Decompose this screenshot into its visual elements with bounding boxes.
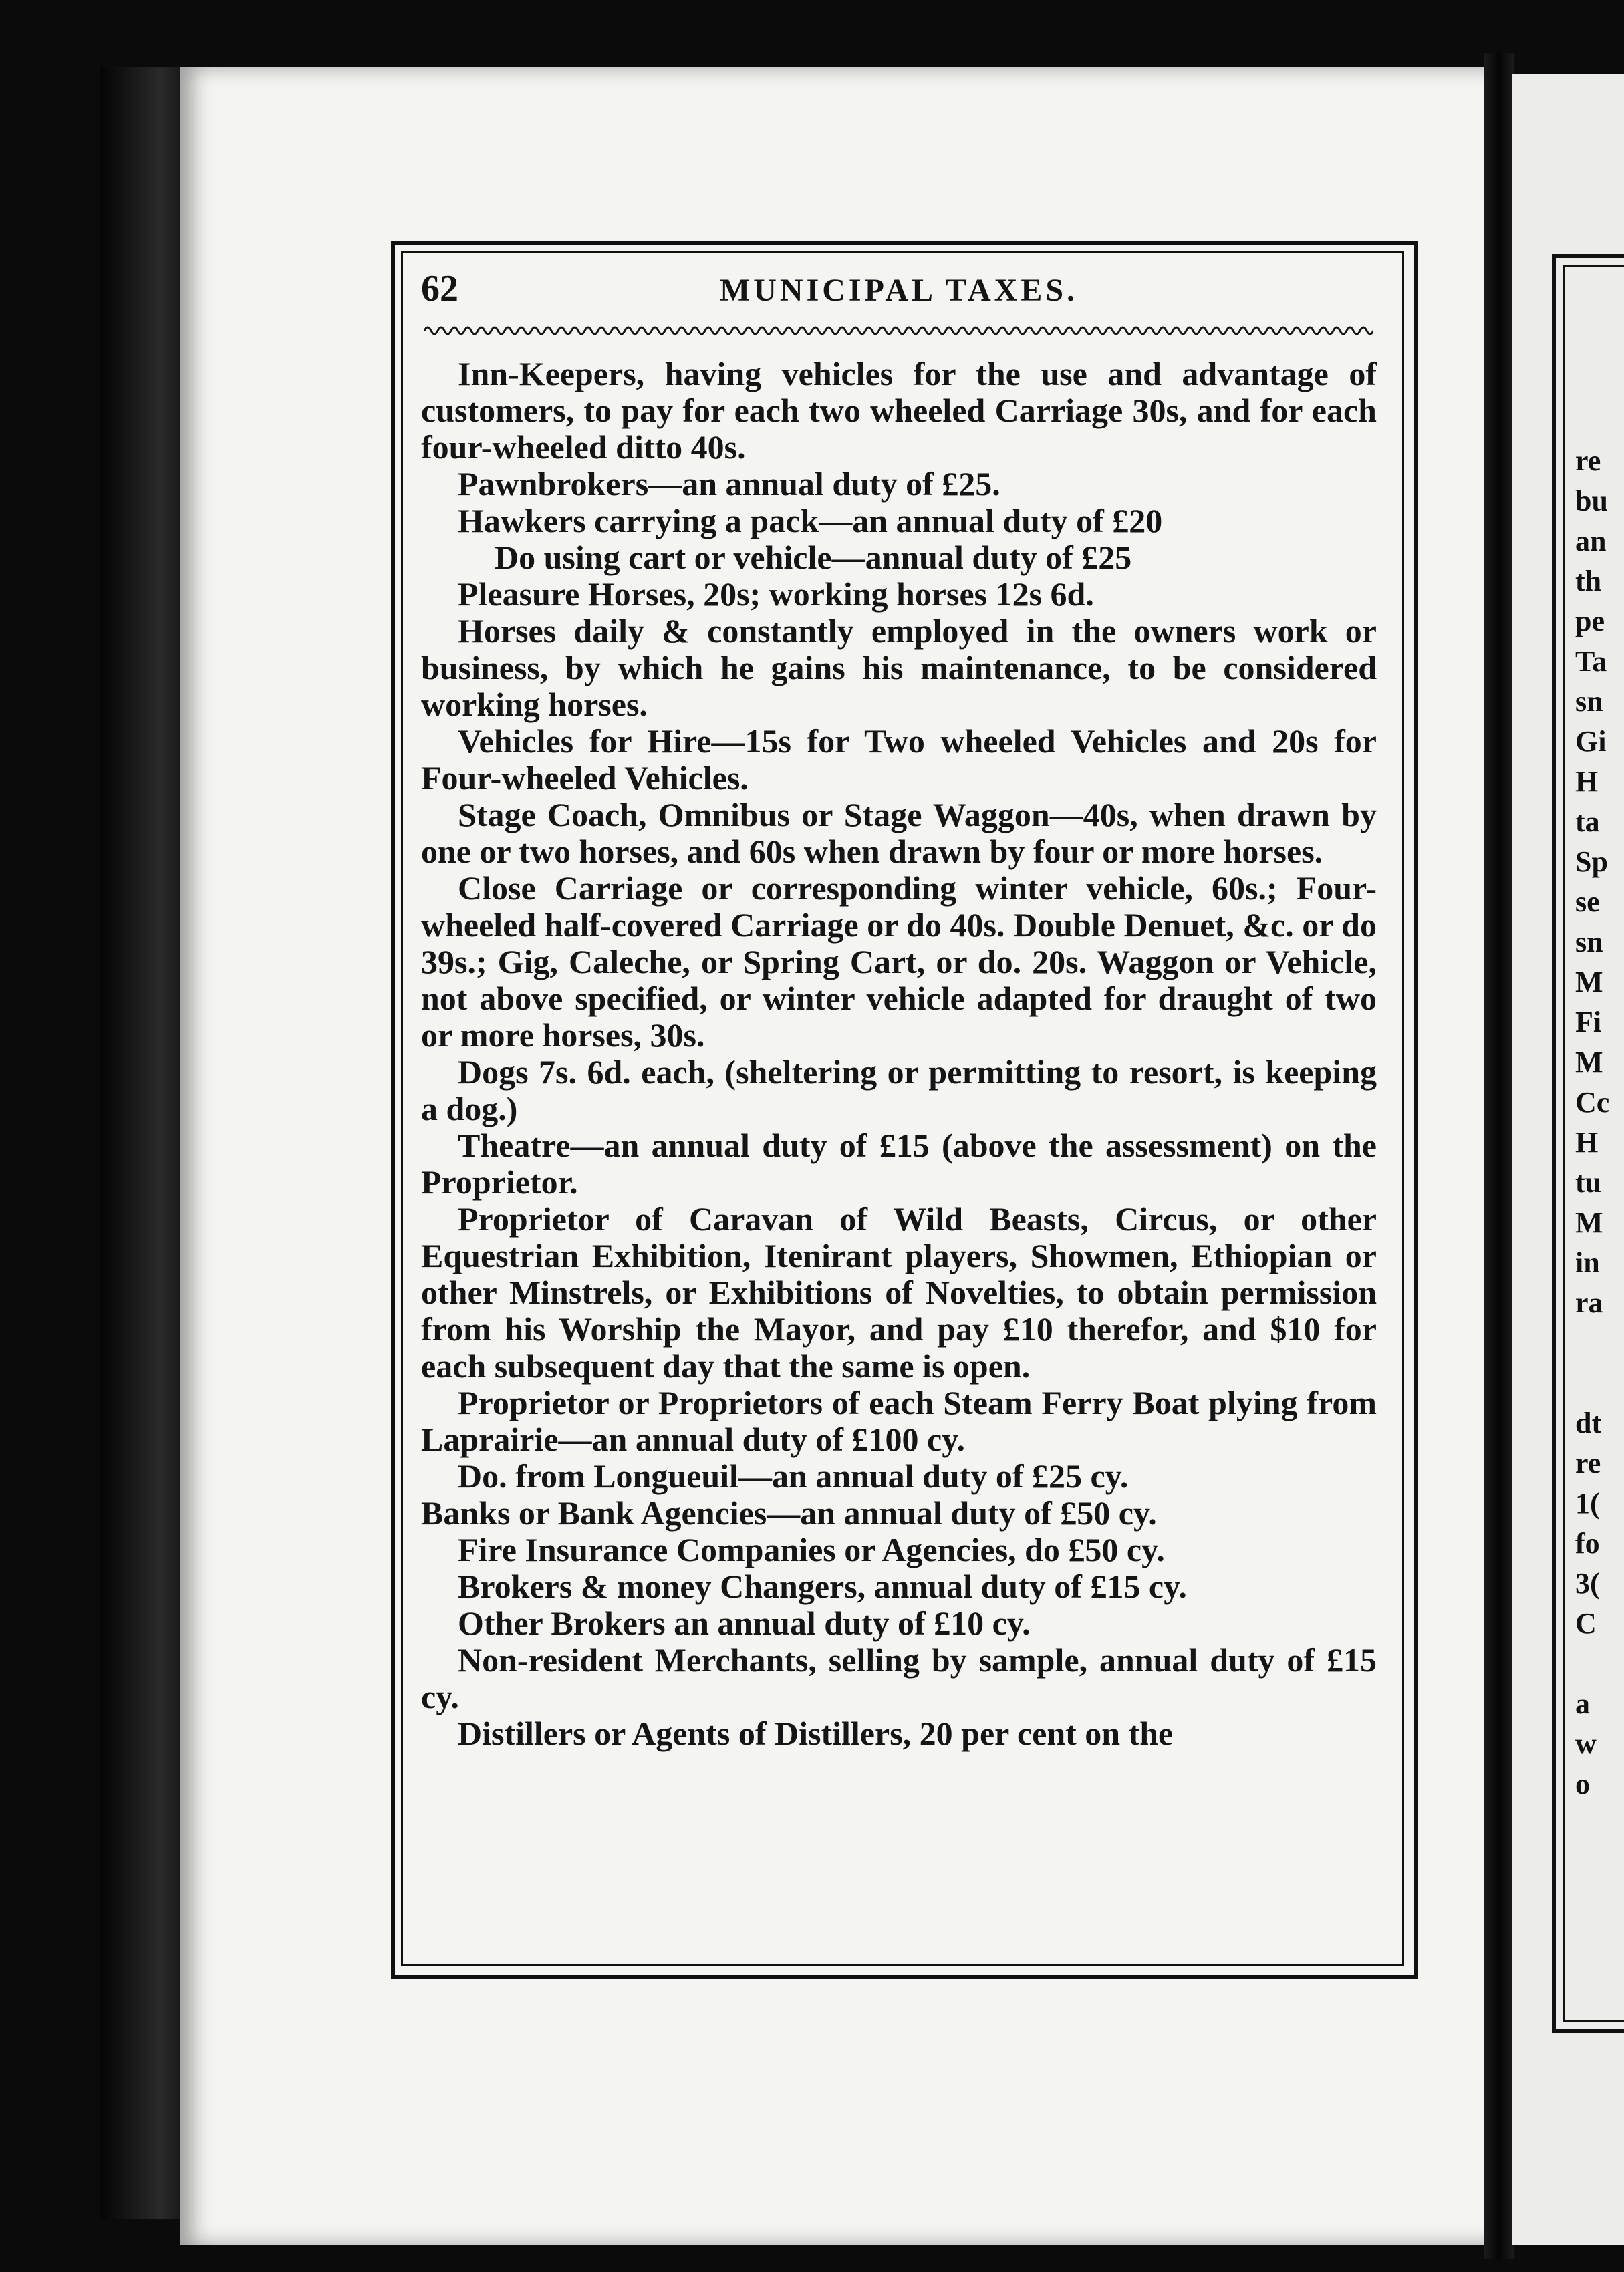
tax-entry: Proprietor of Caravan of Wild Beasts, Circus, or other Equestrian Exhibition, Itenirant players, Showmen, Ethiopian or other Minstrels, or Exhibitions of Novelties, to obtain permission from his Worship the Mayor, and pay £10 therefor, and $10 for each subsequent day that the same is open. [421,1200,1377,1385]
page-number: 62 [421,268,458,309]
tax-entry: Do using cart or vehicle—annual duty of £25 [495,539,1132,576]
page-content [421,267,1377,1752]
running-head: MUNICIPAL TAXES. [719,273,1079,308]
tax-entry: Dogs 7s. 6d. each, (sheltering or permitting to resort, is keeping a dog.) [421,1053,1377,1127]
tax-entry: Pleasure Horses, 20s; working horses 12s 6d. [458,575,1094,613]
page-gutter [1484,53,1514,2259]
tax-entry: Other Brokers an annual duty of £10 cy. [458,1604,1031,1642]
tax-entry: Horses daily & constantly employed in the owners work or business, by which he gains his maintenance, to be considered working horses. [421,612,1377,723]
book-spine [100,67,187,2219]
tax-entry: Distillers or Agents of Distillers, 20 per cent on the [458,1715,1174,1752]
tax-entries [421,356,1377,1752]
tax-entry: Close Carriage or corresponding winter vehicle, 60s.; Four-wheeled half-covered Carriage or do 40s. Double Denuet, &c. or do 39s.; Gig, Caleche, or Spring Cart, or do. 20s. Waggon or Vehicle, not above specified, or winter vehicle adapted for draught of two or more horses, 30s. [421,869,1377,1054]
tax-entry: Pawnbrokers—an annual duty of £25. [458,465,1000,503]
tax-entry: Inn-Keepers, having vehicles for the use and advantage of customers, to pay for each two wheeled Carriage 30s, and for each four-wheeled ditto 40s. [421,355,1377,466]
page-header [421,267,1377,321]
tax-entry: Stage Coach, Omnibus or Stage Waggon—40s, when drawn by one or two horses, and 60s when drawn by four or more horses. [421,796,1377,870]
tax-entry: Vehicles for Hire—15s for Two wheeled Vehicles and 20s for Four-wheeled Vehicles. [421,722,1377,797]
tax-entry: Theatre—an annual duty of £15 (above the assessment) on the Proprietor. [421,1127,1377,1201]
tax-entry: Proprietor or Proprietors of each Steam Ferry Boat plying from Laprairie—an annual duty of £100 cy. [421,1384,1377,1458]
wavy-rule-divider [424,321,1373,341]
tax-entry: Brokers & money Changers, annual duty of £15 cy. [458,1568,1187,1605]
facing-page [1512,74,1624,2245]
tax-entry: Fire Insurance Companies or Agencies, do £50 cy. [458,1531,1165,1568]
facing-page-text: re bu an th pe Ta sn Gi H ta Sp se sn M Fi M Cc H tu M in ra dt re 1( fo 3( C a w o [1575,444,1610,1800]
tax-entry: Non-resident Merchants, selling by sample, annual duty of £15 cy. [421,1641,1377,1715]
tax-entry: Banks or Bank Agencies—an annual duty of £50 cy. [421,1494,1157,1532]
tax-entry: Do. from Longueuil—an annual duty of £25 cy. [458,1457,1129,1495]
tax-entry: Hawkers carrying a pack—an annual duty of £20 [458,502,1163,539]
